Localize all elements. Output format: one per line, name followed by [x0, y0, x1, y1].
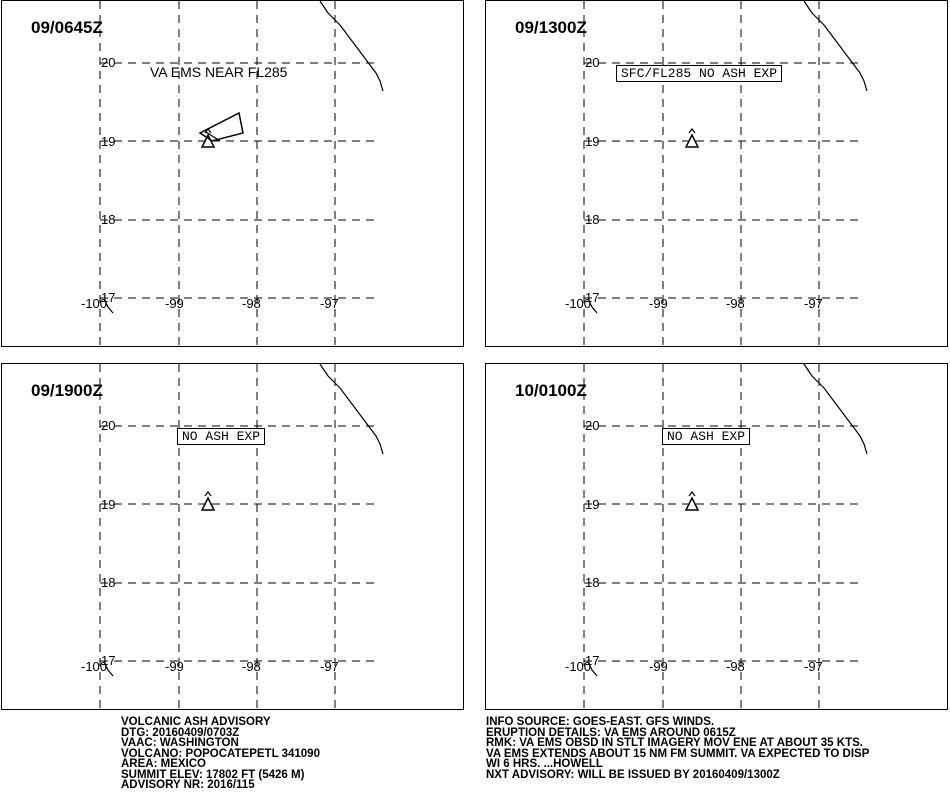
- map-grid-4: [486, 364, 948, 710]
- map-panel-4: [485, 363, 948, 710]
- advisory-header-block: [121, 717, 320, 791]
- lon-label-100: -100: [565, 659, 592, 674]
- coastline: [320, 1, 383, 91]
- lat-label-18: 18: [585, 212, 600, 227]
- lat-label-18: 18: [101, 212, 116, 227]
- volcano-plume-icon: [205, 492, 211, 496]
- map-grid-3: [2, 364, 464, 710]
- volcano-plume-icon: [689, 129, 695, 133]
- lon-label-99: -99: [165, 659, 184, 674]
- lat-label-19: 19: [101, 134, 116, 149]
- advisory-line: NXT ADVISORY: WILL BE ISSUED BY 20160409/1300Z: [486, 768, 780, 781]
- lon-label-100: -100: [81, 659, 108, 674]
- lat-label-20: 20: [585, 55, 600, 70]
- lat-label-17: 17: [101, 290, 116, 305]
- ash-cloud-polygon: [200, 113, 243, 141]
- lon-label-97: -97: [320, 659, 339, 674]
- advisory-line: ERUPTION DETAILS: VA EMS AROUND 0615Z: [486, 726, 736, 739]
- lat-label-19: 19: [585, 497, 600, 512]
- lat-label-19: 19: [585, 134, 600, 149]
- advisory-line: VA EMS EXTENDS ABOUT 15 NM FM SUMMIT. VA EXPECTED TO DISP: [486, 747, 870, 760]
- advisory-line: VOLCANO: POPOCATEPETL 341090: [121, 747, 320, 760]
- advisory-line: AREA: MEXICO: [121, 758, 206, 770]
- lon-label-98: -98: [242, 659, 261, 674]
- panel-time: 10/0100Z: [515, 381, 587, 400]
- advisory-line: WI 6 HRS. ...HOWELL: [486, 758, 603, 770]
- advisory-line: SUMMIT ELEV: 17802 FT (5426 M): [121, 768, 305, 781]
- advisory-line: VAAC: WASHINGTON: [121, 737, 239, 749]
- lon-label-99: -99: [165, 296, 184, 311]
- panel-time: 09/0645Z: [31, 18, 103, 37]
- lon-label-97: -97: [804, 296, 823, 311]
- advisory-details-block: [486, 717, 869, 780]
- lon-label-98: -98: [242, 296, 261, 311]
- panel-time: 09/1900Z: [31, 381, 103, 400]
- map-grid-2: [486, 1, 948, 347]
- ash-annotation: VA EMS NEAR FL285: [150, 64, 288, 80]
- ash-annotation: NO ASH EXP: [662, 428, 750, 445]
- lat-label-17: 17: [101, 653, 116, 668]
- lon-label-99: -99: [649, 659, 668, 674]
- lat-label-18: 18: [101, 575, 116, 590]
- lon-label-97: -97: [320, 296, 339, 311]
- map-panel-3: [1, 363, 464, 710]
- advisory-line: VOLCANIC ASH ADVISORY: [121, 716, 271, 728]
- ash-annotation: NO ASH EXP: [177, 428, 265, 445]
- coastline: [804, 364, 867, 454]
- lon-label-98: -98: [726, 659, 745, 674]
- coastline: [320, 364, 383, 454]
- lon-label-100: -100: [81, 296, 108, 311]
- lat-label-17: 17: [585, 290, 600, 305]
- lat-label-19: 19: [101, 497, 116, 512]
- lon-label-100: -100: [565, 296, 592, 311]
- map-panel-2: [485, 0, 948, 347]
- lon-label-98: -98: [726, 296, 745, 311]
- lat-label-18: 18: [585, 575, 600, 590]
- advisory-line: DTG: 20160409/0703Z: [121, 726, 240, 739]
- map-panel-1: [1, 0, 464, 347]
- panel-time: 09/1300Z: [515, 18, 587, 37]
- lat-label-20: 20: [101, 55, 116, 70]
- lon-label-97: -97: [804, 659, 823, 674]
- advisory-line: INFO SOURCE: GOES-EAST. GFS WINDS.: [486, 716, 715, 728]
- coastline: [804, 1, 867, 91]
- advisory-line: ADVISORY NR: 2016/115: [121, 779, 255, 791]
- lat-label-20: 20: [101, 418, 116, 433]
- map-grid-1: [2, 1, 464, 347]
- lat-label-17: 17: [585, 653, 600, 668]
- advisory-line: RMK: VA EMS OBSD IN STLT IMAGERY MOV ENE AT ABOUT 35 KTS.: [486, 737, 863, 749]
- lon-label-99: -99: [649, 296, 668, 311]
- lat-label-20: 20: [585, 418, 600, 433]
- ash-annotation: SFC/FL285 NO ASH EXP: [616, 65, 782, 82]
- volcano-plume-icon: [689, 492, 695, 496]
